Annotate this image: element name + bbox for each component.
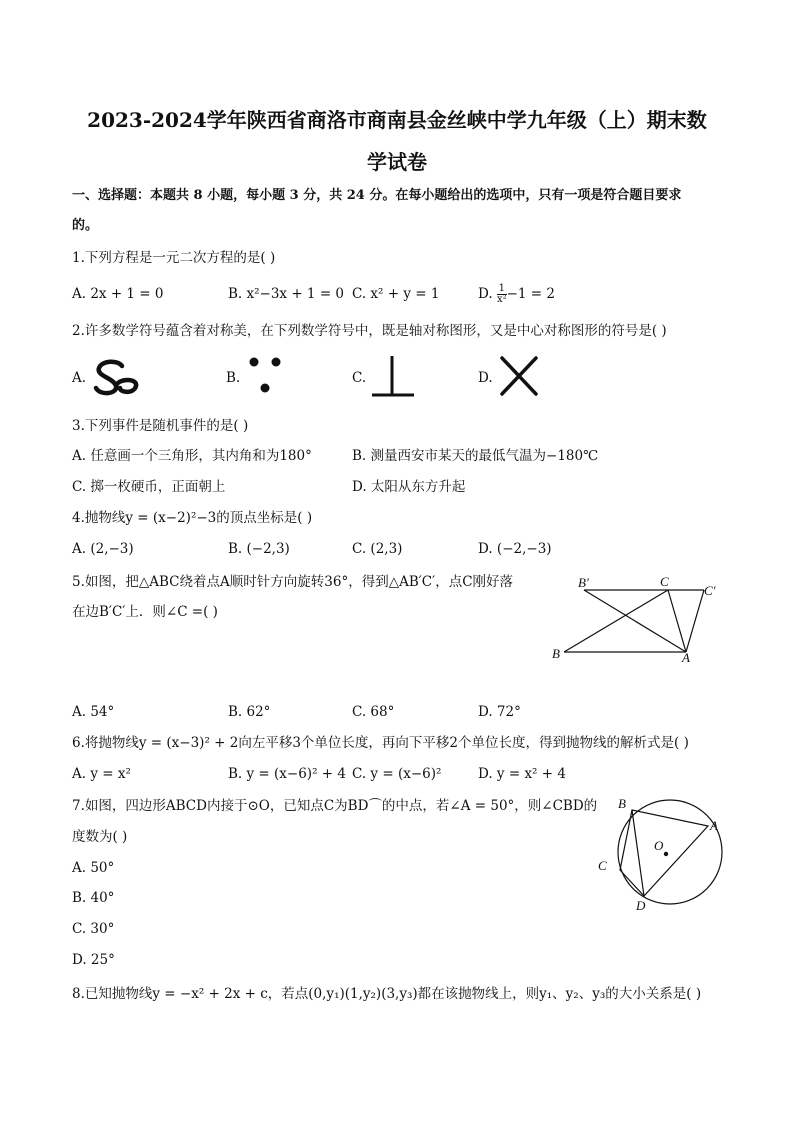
q4-option-d: D. (−2,−3) bbox=[478, 541, 552, 557]
q7-option-a: A. 50° bbox=[72, 860, 115, 876]
q7-label-d: D bbox=[636, 898, 646, 913]
q7-option-b: B. 40° bbox=[72, 890, 115, 906]
q6-option-b: B. y = (x−6)² + 4 bbox=[228, 766, 346, 782]
q1-option-a: A. 2x + 1 = 0 bbox=[72, 286, 164, 302]
q7-label-c: C bbox=[598, 858, 607, 873]
q6-option-c: C. y = (x−6)² bbox=[352, 766, 442, 782]
q1-d-numerator: 1 bbox=[498, 283, 505, 294]
section-heading-cont: 的。 bbox=[72, 218, 99, 233]
question-7-stem-cont: 度数为( ) bbox=[72, 829, 128, 845]
q1-d-rest: −1 = 2 bbox=[506, 286, 555, 302]
q7-option-d: D. 25° bbox=[72, 952, 115, 968]
q5-label-c-prime: C′ bbox=[704, 583, 716, 598]
q2-option-a: A. bbox=[72, 370, 87, 386]
q2-option-d: D. bbox=[478, 370, 493, 386]
question-4-stem: 4.抛物线y = (x−2)²−3的顶点坐标是( ) bbox=[72, 510, 313, 526]
q3-option-c: C. 掷一枚硬币，正面朝上 bbox=[72, 479, 226, 495]
question-2-stem: 2.许多数学符号蕴含着对称美，在下列数学符号中，既是轴对称图形，又是中心对称图形的符号是( ) bbox=[72, 323, 667, 339]
q5-option-c: C. 68° bbox=[352, 704, 395, 720]
therefore-dots-symbol-icon bbox=[244, 354, 284, 396]
q1-option-c: C. x² + y = 1 bbox=[352, 286, 440, 302]
question-3-stem: 3.下列事件是随机事件的是( ) bbox=[72, 418, 249, 434]
q5-label-b: B bbox=[552, 646, 560, 661]
q1-option-d bbox=[478, 284, 555, 305]
q2-option-c: C. bbox=[352, 370, 367, 386]
question-6-stem: 6.将抛物线y = (x−3)² + 2向左平移3个单位长度，再向下平移2个单位长度，得到抛物线的解析式是( ) bbox=[72, 735, 689, 751]
infinity-like-s-symbol-icon bbox=[88, 356, 144, 396]
question-7-stem: 7.如图，四边形ABCD内接于⊙O，已知点C为BD⌒的中点，若∠A = 50°，则∠CBD的 bbox=[72, 798, 598, 814]
q3-option-d: D. 太阳从东方升起 bbox=[352, 479, 466, 495]
cross-x-symbol-icon bbox=[496, 354, 542, 398]
q7-label-b: B bbox=[618, 796, 626, 811]
q5-option-d: D. 72° bbox=[478, 704, 521, 720]
q7-inscribed-quadrilateral-figure bbox=[592, 792, 732, 918]
question-8-stem: 8.已知抛物线y = −x² + 2x + c，若点(0,y₁)(1,y₂)(3,y₃)都在该抛物线上，则y₁、y₂、y₃的大小关系是( ) bbox=[72, 986, 702, 1002]
q3-option-a: A. 任意画一个三角形，其内角和为180° bbox=[72, 448, 312, 464]
page-title-line1: 2023-2024学年陕西省商洛市商南县金丝峡中学九年级（上）期末数 bbox=[87, 108, 707, 132]
q5-label-a: A bbox=[682, 650, 690, 665]
q1-d-denominator: x² bbox=[496, 294, 507, 305]
q3-option-b: B. 测量西安市某天的最低气温为−180℃ bbox=[352, 448, 599, 464]
perpendicular-symbol-icon bbox=[368, 352, 418, 400]
q6-option-d: D. y = x² + 4 bbox=[478, 766, 566, 782]
question-1-stem: 1.下列方程是一元二次方程的是( ) bbox=[72, 250, 276, 266]
q5-label-c: C bbox=[660, 574, 669, 589]
q1-d-fraction bbox=[497, 284, 507, 305]
q7-option-c: C. 30° bbox=[72, 921, 115, 937]
q4-option-a: A. (2,−3) bbox=[72, 541, 134, 557]
q6-option-a: A. y = x² bbox=[72, 766, 131, 782]
q4-option-b: B. (−2,3) bbox=[228, 541, 290, 557]
q5-rotation-triangle-figure bbox=[548, 570, 728, 670]
question-5-stem-cont: 在边B′C′上．则∠C =( ) bbox=[72, 604, 218, 620]
question-5-stem: 5.如图，把△ABC绕着点A顺时针方向旋转36°，得到△AB′C′，点C刚好落 bbox=[72, 574, 514, 590]
page-title-line2: 学试卷 bbox=[367, 150, 427, 174]
q4-option-c: C. (2,3) bbox=[352, 541, 403, 557]
q5-option-a: A. 54° bbox=[72, 704, 115, 720]
q5-option-b: B. 62° bbox=[228, 704, 271, 720]
section-heading: 一、选择题：本题共 8 小题，每小题 3 分，共 24 分。在每小题给出的选项中，只有一项是符合题目要求 bbox=[72, 188, 682, 203]
q1-d-prefix: D. bbox=[478, 286, 493, 302]
q2-option-b: B. bbox=[226, 370, 241, 386]
q7-label-o: O bbox=[654, 838, 664, 853]
q5-label-b-prime: B′ bbox=[578, 575, 589, 590]
q1-option-b: B. x²−3x + 1 = 0 bbox=[228, 286, 345, 302]
q7-label-a: A bbox=[710, 818, 718, 833]
